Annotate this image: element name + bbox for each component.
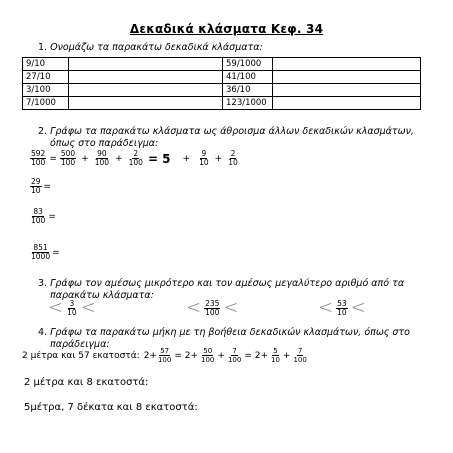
- length-task: 2 μέτρα και 8 εκατοστά:: [24, 377, 149, 388]
- fraction: $\frac{592}{100}$: [31, 149, 46, 167]
- fraction: $\frac{90}{100}$: [94, 149, 110, 167]
- compare-item: < $\frac{53}{10}$ <: [318, 297, 366, 318]
- answer-cell[interactable]: [69, 84, 223, 97]
- answer-cell[interactable]: [69, 58, 223, 71]
- fraction-cell: 9/10: [23, 58, 69, 71]
- fraction: $\frac{2}{10}$: [228, 149, 238, 167]
- question-text-line2: παρακάτω κλάσματα:: [50, 290, 154, 301]
- fraction-cell: 59/1000: [223, 58, 273, 71]
- page-title: Δεκαδικά κλάσματα Κεφ. 34: [129, 22, 324, 36]
- fractions-table: [22, 57, 421, 110]
- question-text-line2: όπως στο παράδειγμα:: [50, 138, 159, 149]
- fraction: $\frac{2}{100}$: [128, 149, 143, 167]
- question-text-line1: Γράφω τα παρακάτω μήκη με τη βοήθεια δεκαδικών κλασμάτων, όπως στο: [50, 327, 410, 338]
- fraction: $\frac{5}{10}$: [270, 347, 280, 364]
- fraction-cell: 123/1000: [223, 97, 273, 110]
- fraction: $\frac{83}{100}$: [31, 207, 46, 225]
- question-1: [38, 42, 263, 54]
- question-number: 4.: [38, 327, 48, 338]
- exercise-item: $\frac{851}{1000}$ =: [31, 243, 60, 261]
- fraction: $\frac{3}{10}$: [67, 298, 77, 317]
- answer-cell[interactable]: [273, 71, 421, 84]
- compare-item: < $\frac{3}{10}$ <: [48, 297, 96, 318]
- fraction: $\frac{50}{100}$: [201, 347, 215, 364]
- fraction: $\frac{7}{100}$: [227, 347, 242, 364]
- fraction: $\frac{53}{10}$: [337, 298, 347, 317]
- question-text-line1: Γράφω τον αμέσως μικρότερο και τον αμέσως μεγαλύτερο αριθμό από τα: [50, 278, 405, 289]
- question-number: 2.: [38, 126, 48, 137]
- exercise-item: $\frac{29}{10}$ =: [31, 177, 52, 195]
- fraction: $\frac{9}{10}$: [199, 149, 209, 167]
- answer-cell[interactable]: [69, 97, 223, 110]
- fraction-cell: 7/1000: [23, 97, 69, 110]
- exercise-item: $\frac{83}{100}$ =: [31, 207, 56, 225]
- table-row: [23, 58, 421, 71]
- fraction: $\frac{851}{1000}$: [31, 243, 51, 261]
- fraction-cell: 27/10: [23, 71, 69, 84]
- fraction: $\frac{29}{10}$: [31, 177, 41, 195]
- fraction-cell: 41/100: [223, 71, 273, 84]
- table-row: [23, 84, 421, 97]
- answer-cell[interactable]: [69, 71, 223, 84]
- question-number: 1.: [38, 42, 48, 53]
- table-row: [23, 97, 421, 110]
- fraction: $\frac{500}{100}$: [60, 149, 76, 167]
- length-example: 2 μέτρα και 57 εκατοστά: 2+ $\frac{57}{100}$ = 2+ $\frac{50}{100}$ + $\frac{7}{100}$ = 2+ $\frac{5}{10}$ + $\frac{7}{100}$: [22, 347, 307, 364]
- fraction-cell: 36/10: [223, 84, 273, 97]
- question-text: Ονομάζω τα παρακάτω δεκαδικά κλάσματα:: [50, 42, 263, 53]
- question-number: 3.: [38, 278, 48, 289]
- answer-cell[interactable]: [273, 58, 421, 71]
- fraction-cell: 3/100: [23, 84, 69, 97]
- length-task: 5μέτρα, 7 δέκατα και 8 εκατοστά:: [24, 402, 198, 413]
- answer-cell[interactable]: [273, 84, 421, 97]
- fraction: $\frac{57}{100}$: [157, 347, 172, 364]
- example-sum: $\frac{592}{100}$ = $\frac{500}{100}$ + $\frac{90}{100}$ + $\frac{2}{100}$ = 5 + $\frac{9}{10}$ + $\frac{2}{10}$: [31, 149, 238, 167]
- table-row: [23, 71, 421, 84]
- compare-item: < $\frac{235}{100}$ <: [186, 297, 239, 318]
- question-text-line2: παράδειγμα:: [50, 339, 110, 350]
- question-2: [38, 126, 438, 150]
- question-text-line1: Γράφω τα παρακάτω κλάσματα ως άθροισμα άλλων δεκαδικών κλασμάτων,: [50, 126, 414, 137]
- answer-cell[interactable]: [273, 97, 421, 110]
- fraction: $\frac{7}{100}$: [293, 347, 307, 364]
- fraction: $\frac{235}{100}$: [205, 298, 220, 317]
